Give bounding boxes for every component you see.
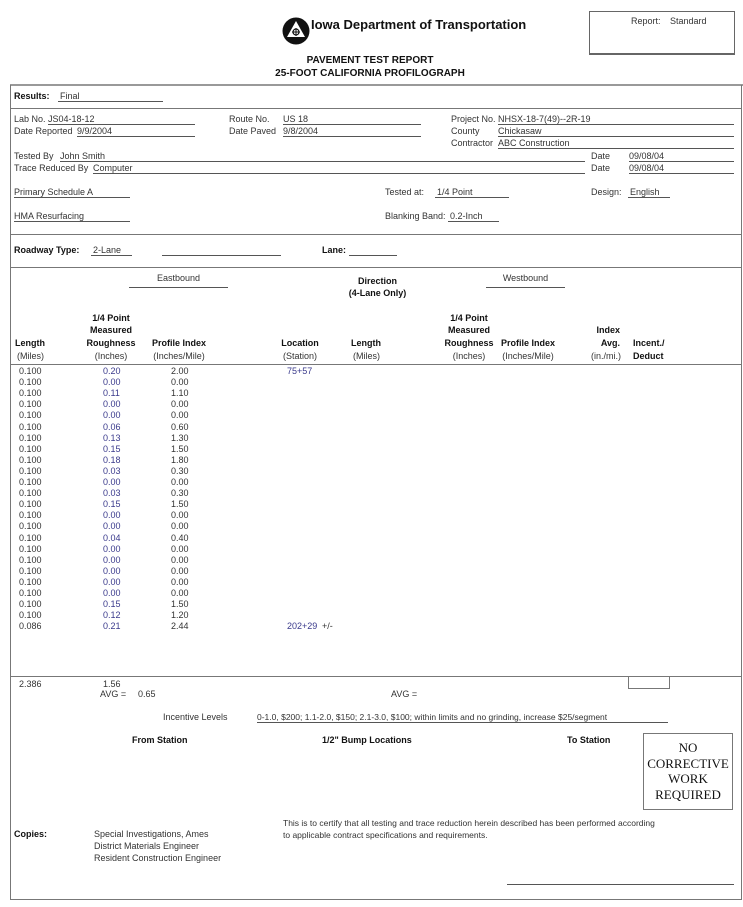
col-wb-length-unit: (Miles) [353, 351, 380, 361]
col-wb-pi-unit: (Inches/Mile) [502, 351, 554, 361]
date-value-2: 09/08/04 [629, 163, 734, 174]
row-profile-index: 0.30 [171, 488, 189, 499]
row-profile-index: 0.00 [171, 565, 189, 576]
divider [10, 267, 742, 268]
trace-reduced-by-value: Computer [93, 163, 585, 174]
date-paved-value: 9/8/2004 [283, 126, 421, 137]
table-row [0, 544, 743, 555]
col-rough-unit: (Inches) [94, 351, 128, 361]
row-profile-index: 0.30 [171, 465, 189, 476]
col-rough-header-1: 1/4 Point [92, 313, 130, 323]
row-roughness: 0.00 [103, 410, 121, 421]
col-pi-header: Profile Index [151, 338, 206, 348]
signature-line [507, 884, 734, 885]
table-row [0, 566, 743, 577]
copies-item: Resident Construction Engineer [94, 853, 222, 863]
roadway-type-value: 2-Lane [91, 245, 132, 256]
table-row [0, 499, 743, 510]
table-row [0, 555, 743, 566]
copies-item: Special Investigations, Ames [94, 829, 209, 839]
divider [10, 364, 742, 365]
row-roughness: 0.15 [103, 599, 121, 610]
row-length: 0.100 [19, 599, 42, 610]
primary-schedule: Primary Schedule A [14, 187, 130, 198]
county-label: County [451, 126, 480, 136]
row-length: 0.086 [19, 621, 42, 632]
row-roughness: 0.06 [103, 421, 121, 432]
blanking-band-label: Blanking Band: [385, 211, 446, 221]
row-profile-index: 0.00 [171, 588, 189, 598]
col-length-header: Length [15, 338, 45, 348]
stamp-line: CORRECTIVE [647, 755, 729, 771]
report-title-line2: 25-FOOT CALIFORNIA PROFILOGRAPH [275, 68, 465, 79]
table-row [0, 455, 743, 466]
col-wb-rough-header-1: 1/4 Point [450, 313, 488, 323]
incentive-total-box [628, 677, 670, 689]
table-row [0, 422, 743, 433]
table-row [0, 410, 743, 421]
to-station-label: To Station [567, 735, 611, 745]
blanking-band-value: 0.2-Inch [448, 211, 499, 222]
report-type-box [589, 11, 735, 55]
row-roughness: 0.00 [103, 377, 121, 388]
col-wb-rough-header-2: Measured [447, 325, 491, 335]
org-name: Iowa Department of Transportation [311, 17, 527, 32]
direction-label-line1: Direction [357, 276, 397, 286]
table-row [0, 466, 743, 477]
row-profile-index: 0.00 [171, 554, 189, 565]
col-length-unit: (Miles) [17, 351, 44, 361]
avg-value: 0.65 [138, 689, 156, 699]
table-row [0, 366, 743, 377]
row-length: 0.100 [19, 554, 42, 565]
report-type-value: Standard [670, 16, 707, 26]
results-label: Results: [14, 91, 50, 101]
avg-label: AVG = [100, 689, 127, 699]
no-corrective-work-stamp [643, 733, 733, 810]
col-wb-pi-header: Profile Index [500, 338, 555, 348]
project-no-value: NHSX-18-7(49)--2R-19 [498, 114, 734, 125]
table-row [0, 388, 743, 399]
row-length: 0.100 [19, 588, 42, 598]
row-length: 0.100 [19, 576, 42, 587]
route-no-label: Route No. [229, 114, 270, 124]
row-roughness: 0.18 [103, 454, 121, 465]
row-profile-index: 2.44 [171, 621, 189, 632]
tested-at-value: 1/4 Point [435, 187, 509, 198]
total-length: 2.386 [19, 679, 42, 689]
date-label-1: Date [591, 151, 611, 161]
row-profile-index: 1.50 [171, 443, 189, 454]
row-roughness: 0.11 [103, 388, 120, 399]
row-location: 202+29 [287, 621, 318, 632]
design-label: Design: [591, 187, 622, 197]
lab-no-value: JS04-18-12 [48, 114, 195, 125]
row-roughness: 0.00 [103, 399, 121, 410]
row-profile-index: 0.00 [171, 521, 189, 532]
tested-by-label: Tested By [14, 151, 54, 161]
row-roughness: 0.00 [103, 554, 121, 565]
lane-label: Lane: [322, 245, 347, 255]
table-row [0, 377, 743, 388]
row-location-suffix: +/- [322, 621, 333, 632]
row-profile-index: 0.40 [171, 532, 189, 543]
row-roughness: 0.00 [103, 565, 121, 576]
row-roughness: 0.12 [103, 610, 121, 621]
row-profile-index: 0.00 [171, 543, 189, 554]
report-title-line1: PAVEMENT TEST REPORT [306, 55, 434, 66]
frame-bottom [10, 899, 742, 900]
col-rough-header-2: Measured [89, 325, 133, 335]
incentive-levels-value: 0-1.0, $200; 1.1-2.0, $150; 2.1-3.0, $100; within limits and no grinding, increase $25/segment [257, 712, 668, 723]
data-table [0, 366, 743, 666]
row-length: 0.100 [19, 499, 42, 510]
lab-no-label: Lab No. [14, 114, 46, 124]
date-reported-label: Date Reported [14, 126, 73, 136]
contractor-value: ABC Construction [498, 138, 734, 149]
row-roughness: 0.13 [103, 432, 121, 443]
row-roughness: 0.00 [103, 588, 121, 598]
row-length: 0.100 [19, 399, 42, 410]
row-roughness: 0.00 [103, 576, 121, 587]
col-index-header-2: Avg. [600, 338, 620, 348]
copies-label: Copies: [14, 829, 48, 839]
bump-locations-label: 1/2" Bump Locations [322, 735, 412, 745]
report-type-label: Report: [631, 16, 661, 26]
row-profile-index: 1.20 [171, 610, 189, 621]
row-profile-index: 1.10 [171, 388, 189, 399]
stamp-line: NO [678, 740, 698, 755]
from-station-label: From Station [132, 735, 188, 745]
col-index-header-1: Index [596, 325, 620, 335]
certification-line2: to applicable contract specifications and requirements. [283, 830, 488, 840]
date-reported-value: 9/9/2004 [77, 126, 195, 137]
tested-at-label: Tested at: [385, 187, 425, 197]
col-wb-rough-unit: (Inches) [452, 351, 486, 361]
contractor-label: Contractor [451, 138, 494, 148]
certification-line1: This is to certify that all testing and trace reduction herein described has been performed according [283, 818, 655, 828]
row-length: 0.100 [19, 477, 42, 487]
trace-reduced-by-label: Trace Reduced By [14, 163, 89, 173]
table-row [0, 599, 743, 610]
row-profile-index: 0.00 [171, 410, 189, 421]
divider [10, 234, 742, 235]
direction-label-line2: (4-Lane Only) [348, 288, 407, 298]
col-location-header: Location [281, 338, 319, 348]
table-row [0, 488, 743, 499]
row-length: 0.100 [19, 565, 42, 576]
row-length: 0.100 [19, 532, 42, 543]
row-length: 0.100 [19, 510, 42, 521]
row-location: 75+57 [287, 366, 313, 376]
row-length: 0.100 [19, 432, 42, 443]
row-length: 0.100 [19, 543, 42, 554]
roadway-blank [162, 245, 281, 256]
design-value: English [628, 187, 670, 198]
col-index-unit: (in./mi.) [591, 351, 621, 361]
divider [10, 84, 743, 86]
table-row [0, 577, 743, 588]
row-length: 0.100 [19, 610, 42, 621]
incentive-levels-label: Incentive Levels [163, 712, 228, 722]
row-length: 0.100 [19, 388, 42, 399]
table-row [0, 533, 743, 544]
county-value: Chickasaw [498, 126, 734, 137]
table-row [0, 444, 743, 455]
row-roughness: 0.03 [103, 488, 121, 499]
row-length: 0.100 [19, 465, 42, 476]
row-profile-index: 0.60 [171, 421, 189, 432]
row-profile-index: 1.50 [171, 599, 189, 610]
table-row [0, 433, 743, 444]
stamp-line: WORK [668, 771, 708, 786]
stamp-line: REQUIRED [655, 786, 721, 802]
work-type: HMA Resurfacing [14, 211, 130, 222]
divider [10, 108, 742, 109]
row-roughness: 0.21 [103, 621, 121, 632]
roadway-type-label: Roadway Type: [14, 245, 80, 255]
row-roughness: 0.20 [103, 366, 121, 376]
total-roughness: 1.56 [103, 679, 121, 689]
row-roughness: 0.03 [103, 465, 121, 476]
table-row [0, 610, 743, 621]
table-row [0, 510, 743, 521]
tested-by-value: John Smith [60, 151, 585, 162]
row-profile-index: 0.00 [171, 377, 189, 388]
row-roughness: 0.15 [103, 443, 121, 454]
date-value-1: 09/08/04 [629, 151, 734, 162]
eastbound-label: Eastbound [129, 273, 228, 288]
row-profile-index: 1.80 [171, 454, 189, 465]
results-value: Final [58, 91, 163, 102]
row-profile-index: 1.30 [171, 432, 189, 443]
lane-value [349, 245, 397, 256]
row-profile-index: 0.00 [171, 477, 189, 487]
row-length: 0.100 [19, 366, 42, 376]
col-location-unit: (Station) [282, 351, 317, 361]
table-row [0, 477, 743, 488]
row-roughness: 0.00 [103, 521, 121, 532]
row-profile-index: 0.00 [171, 510, 189, 521]
row-profile-index: 2.00 [171, 366, 189, 376]
col-wb-rough-header-3: Roughness [444, 338, 494, 348]
row-roughness: 0.00 [103, 477, 121, 487]
col-incent-header-2: Deduct [633, 351, 664, 361]
row-roughness: 0.00 [103, 510, 121, 521]
copies-item: District Materials Engineer [94, 841, 200, 851]
table-row [0, 588, 743, 599]
row-length: 0.100 [19, 377, 42, 388]
table-row [0, 399, 743, 410]
row-roughness: 0.00 [103, 543, 121, 554]
row-length: 0.100 [19, 488, 42, 499]
row-profile-index: 0.00 [171, 576, 189, 587]
col-rough-header-3: Roughness [86, 338, 136, 348]
row-profile-index: 1.50 [171, 499, 189, 510]
table-row [0, 521, 743, 532]
avg2-label: AVG = [391, 689, 418, 699]
row-roughness: 0.15 [103, 499, 121, 510]
row-length: 0.100 [19, 421, 42, 432]
date-label-2: Date [591, 163, 611, 173]
iowa-dot-logo-icon [282, 17, 310, 45]
row-profile-index: 0.00 [171, 399, 189, 410]
row-length: 0.100 [19, 454, 42, 465]
date-paved-label: Date Paved [229, 126, 277, 136]
route-no-value: US 18 [283, 114, 421, 125]
row-roughness: 0.04 [103, 532, 121, 543]
table-row [0, 621, 743, 632]
col-pi-unit: (Inches/Mile) [153, 351, 205, 361]
westbound-label: Westbound [486, 273, 565, 288]
row-length: 0.100 [19, 443, 42, 454]
col-wb-length-header: Length [351, 338, 381, 348]
col-incent-header-1: Incent./ [633, 338, 665, 348]
row-length: 0.100 [19, 521, 42, 532]
row-length: 0.100 [19, 410, 42, 421]
project-no-label: Project No. [451, 114, 496, 124]
